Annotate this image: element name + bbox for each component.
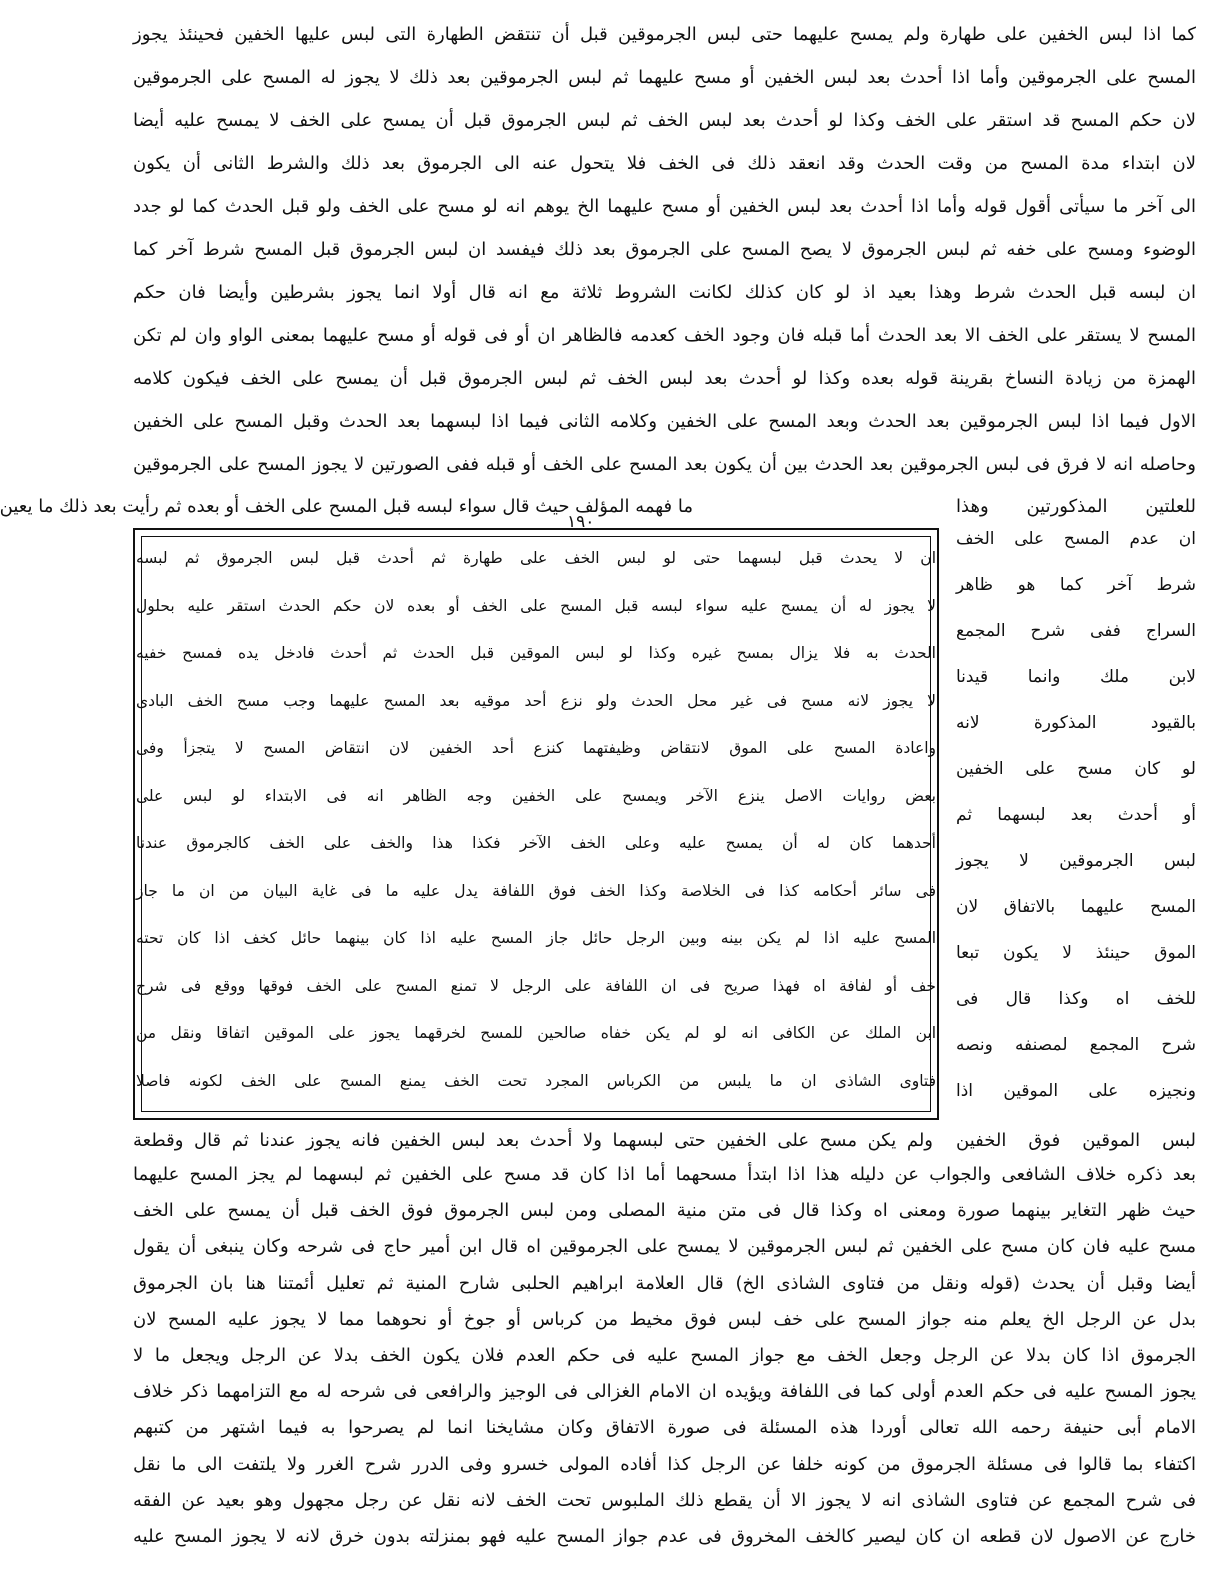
line-12-right-part: للعلتين المذكورتين وهذا — [956, 496, 1196, 517]
main-lines-top-item: المسح لا يستقر على الخف الا بعد الحدث أما قبله فان وجود الخف كعدمه فالظاهر ان أو فى قوله أو مسح عليهما بمعنى الواو وان لم تكن — [133, 325, 1196, 346]
main-lines-bottom-item: اكتفاء بما قالوا فى مسئلة الجرموق من كونه خلفا عن الرجل كذا أفاده المولى خسرو وفى الدرر شرح الغرر ولا يلتفت الى ما نقل — [133, 1453, 1196, 1475]
gloss-lines-item: فتاوى الشاذى ان ما يلبس من الكرباس المجرد تحت الخف يمنع المسح على الخف لكونه فاصلا — [136, 1071, 936, 1090]
gloss-lines-item: الحدث به فلا يزال بمسح غيره وكذا لو لبس الموقين قبل الحدث ثم أحدث فادخل يده فمسح خفيه — [136, 644, 936, 662]
commentary-text — [136, 536, 936, 1112]
page-number: ١٩٠ — [567, 512, 595, 532]
side-lines-item: شرط آخر كما هو ظاهر — [956, 575, 1196, 595]
gloss-lines-item: ابن الملك عن الكافى انه لو لم يكن خفاه صالحين للمسح لخرقهما يجوز على الموقين اتفاقا ونقل من — [136, 1024, 936, 1042]
after-frame-right-part: لبس الموقين فوق الخفين — [956, 1130, 1196, 1151]
gloss-lines-item: لا يجوز له أن يمسح عليه سواء لبسه قبل المسح على الخف أو بعده لان حكم الحدث استقر عليه بحلول — [136, 596, 936, 615]
gloss-lines-item: واعادة المسح على الموق لانتقاض وظيفتهما كنزع أحد الخفين لان انتقاض المسح لا يتجزأ وفى — [136, 739, 936, 757]
main-lines-bottom-item: يجوز المسح عليه فى حكم العدم أولى كما فى اللفافة ويؤيده ان الامام الغزالى فى الوجيز والرافعى فى شرحه له مع التزامهما ذكر خلاف — [133, 1381, 1196, 1403]
side-lines-item: لبس الجرموقين لا يجوز — [956, 851, 1196, 871]
side-lines-item: المسح عليهما بالاتفاق لان — [956, 897, 1196, 917]
side-lines-item: ونجيزه على الموقين اذا — [956, 1081, 1196, 1101]
main-lines-top-item: الوضوء ومسح على خفه ثم لبس الجرموق لا يصح المسح على الجرموق بعد ذلك فيفسد ان لبس الجرموق قبل المسح شرط آخر كما — [133, 239, 1196, 260]
main-lines-top-item: الاول فيما اذا لبس الجرموقين بعد الحدث وبعد المسح على الخفين وكلامه الثانى فيما اذا لبسهما بعد الحدث وقبل المسح على الخفين — [133, 411, 1196, 432]
main-lines-bottom-item: بعد ذكره خلاف الشافعى والجواب عن دليله هذا اذا ابتدأ مسحهما أما اذا كان قد مسح على الخفين ثم لبسهما لم يجز المسح عليهما — [133, 1164, 1196, 1185]
side-lines-item: السراج ففى شرح المجمع — [956, 621, 1196, 641]
side-lines-item: لابن ملك وانما قيدنا — [956, 667, 1196, 687]
gloss-lines-item: لا يجوز لانه مسح فى غير محل الحدث ولو نزع أحد موقيه بعد المسح عليهما وجب مسح الخف البادى — [136, 691, 936, 710]
gloss-lines-item: فى سائر أحكامه كذا فى الخلاصة وكذا الخف فوق اللفافة يدل عليه ما فى غاية البيان من ان ما جاز — [136, 881, 936, 900]
main-lines-top-item: لان حكم المسح قد استقر على الخف وكذا لو أحدث بعد لبس الخف ثم لبس الجرموق قبل أن يمسح على الخف لا يمسح عليه أيضا — [133, 110, 1196, 131]
main-lines-top-item: المسح على الجرموقين وأما اذا أحدث بعد لبس الخفين أو مسح عليهما ثم لبس الجرموقين بعد ذلك لا يجوز له المسح على الجرموقين — [133, 67, 1196, 88]
side-lines-item: ان عدم المسح على الخف — [956, 529, 1196, 549]
gloss-lines-item: المسح عليه اذا لم يكن بينه وبين الرجل حائل جاز المسح عليه اذا كان بينهما حائل كخف اذا كان تحته — [136, 929, 936, 947]
text-line-split — [0, 490, 1196, 523]
after-frame-left-part: ولم يكن مسح على الخفين حتى لبسهما ولا أحدث بعد لبس الخفين فانه يجوز عندنا ثم قال وقطعة — [133, 1130, 933, 1151]
main-lines-bottom-item: فى شرح المجمع عن فتاوى الشاذى انه لا يجوز الا أن يقطع ذلك الملبوس تحت الخف لانه نقل عن رجل مجهول وهو بعيد عن الفقه — [133, 1489, 1196, 1511]
side-lines-item: شرح المجمع لمصنفه ونصه — [956, 1035, 1196, 1055]
main-lines-bottom-item: خارج عن الاصول لان قطعه ان كان ليصير كالخف المخروق فى عدم جواز المسح عليه فهو بمنزلته بدون خرق لانه لا يجوز المسح عليه — [133, 1526, 1196, 1547]
main-lines-top-item: الى آخر ما سيأتى أقول قوله وأما اذا أحدث بعد لبس الخفين أو مسح عليهما الخ يوهم انه لو مسح على الخف ولو قبل الحدث كما لو جدد — [133, 196, 1196, 217]
text-line-after-frame — [133, 1124, 1196, 1157]
main-lines-top-item: لان ابتداء مدة المسح من وقت الحدث وقد انعقد ذلك فى الخف فلا يتحول عنه الى الجرموق بعد ذلك والشرط الثانى أن يكون — [133, 153, 1196, 174]
book-page — [0, 18, 1196, 1555]
main-lines-bottom-item: الجرموق اذا كان بدلا عن الرجل وجعل الخف مع جواز المسح عليه فى حكم العدم فلان يكون الخف بدلا عن الرجل ويجعل ما لا — [133, 1345, 1196, 1366]
main-lines-top-item: الهمزة من زيادة النساخ بقرينة قوله بعده وكذا لو أحدث بعد لبس الخف ثم لبس الجرموق قبل أن يمسح على الخف فيكون كلامه — [133, 368, 1196, 389]
side-lines-item: الموق حينئذ لا يكون تبعا — [956, 943, 1196, 963]
side-lines-item: أو أحدث بعد لبسهما ثم — [956, 805, 1196, 825]
main-lines-top-item: كما اذا لبس الخفين على طهارة ولم يمسح عليهما حتى لبس الجرموقين قبل أن تنتقض الطهارة التى لبس عليها الخفين فحينئذ يجوز — [133, 24, 1196, 45]
side-lines-item: بالقيود المذكورة لانه — [956, 713, 1196, 733]
gloss-lines-item: ان لا يحدث قبل لبسهما حتى لو لبس الخف على طهارة ثم أحدث قبل لبس الجرموق ثم لبسه — [136, 549, 936, 567]
gloss-lines-item: خف أو لفافة اه فهذا صريح فى ان اللفافة على الرجل لا تمنع المسح على الخف فوقها ووقع فى شرح — [136, 976, 936, 995]
side-lines-item: للخف اه وكذا قال فى — [956, 989, 1196, 1009]
main-lines-bottom-item: حيث ظهر التغاير بينهما صورة ومعنى اه وكذا قال فى متن منية المصلى ومن لبس الجرموق فوق الخف قبل أن يمسح على الخف — [133, 1200, 1196, 1222]
main-lines-top-item: وحاصله انه لا فرق فى لبس الجرموقين بعد الحدث بين أن يكون بعد المسح على الخف أو قبله ففى الصورتين لا يجوز المسح على الجرموقين — [133, 454, 1196, 475]
main-lines-bottom-item: مسح عليه فان كان مسح على الخفين ثم لبس الجرموقين لا يمسح على الجرموقين اه قال ابن أمير حاج فى شرحه وكان ينبغى أن يقول — [133, 1236, 1196, 1258]
line-12-left-part: ما فهمه المؤلف حيث قال سواء لبسه قبل المسح على الخف أو بعده ثم رأيت بعد ذلك ما يعين — [0, 496, 693, 517]
side-lines-item: لو كان مسح على الخفين — [956, 759, 1196, 779]
gloss-lines-item: أحدهما كان له أن يمسح عليه وعلى الخف الآخر فكذا هذا والخف على الخف كالجرموق عندنا — [136, 834, 936, 852]
gloss-lines-item: بعض روايات الاصل ينزع الآخر ويمسح على الخفين وجه الظاهر انه فى الابتداء لو لبس على — [136, 786, 936, 805]
main-lines-bottom-item: أيضا وقبل أن يحدث (قوله ونقل من فتاوى الشاذى الخ) قال العلامة ابراهيم الحلبى شارح المنية ثم تعليل أئمتنا هنا بان الجرموق — [133, 1272, 1196, 1294]
main-lines-bottom-item: بدل عن الرجل الخ يعلم منه جواز المسح على خف لبس فوق مخيط من كرباس أو جوخ أو نحوهما مما لا يجوز عليه المسح لان — [133, 1308, 1196, 1330]
main-lines-top-item: ان لبسه قبل الحدث شرط وهذا بعيد اذ لو كان كذلك لكانت الشروط ثلاثة مع انه قال أولا انما يجوز بشرطين وأيضا فان حكم — [133, 282, 1196, 303]
main-lines-bottom-item: الامام أبى حنيفة رحمه الله تعالى أوردا هذه المسئلة فى صورة الاتفاق وكان مشايخنا انما لم يصرحوا به فيما اشتهر من كتبهم — [133, 1417, 1196, 1439]
